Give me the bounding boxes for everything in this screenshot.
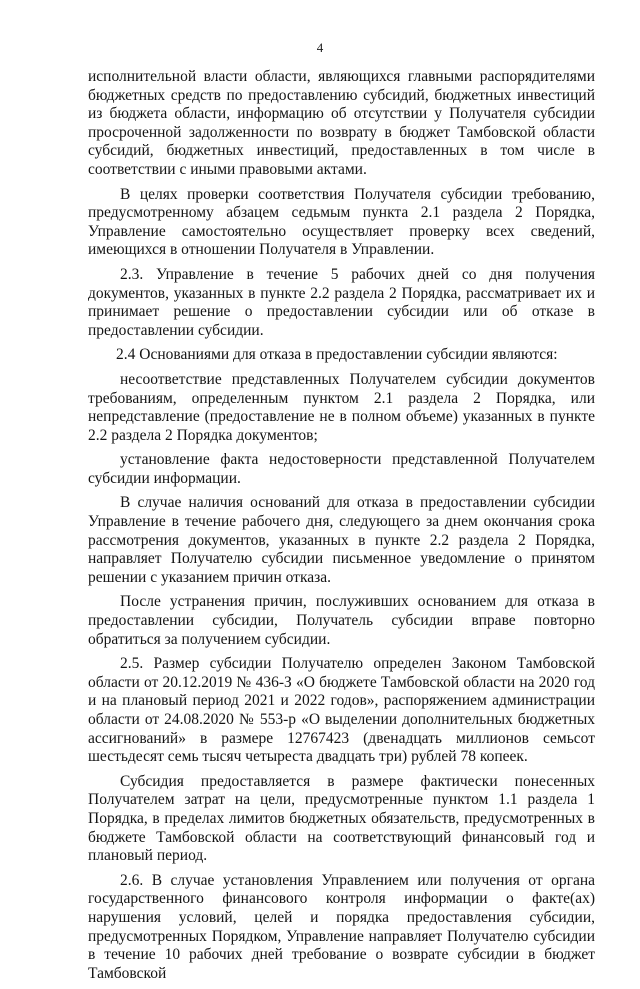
paragraph: В случае наличия оснований для отказа в предоставлении субсидии Управление в течение рабочего дня, следующего за днем окончания срока рассмотрения документов, указанных в пункте 2.2 раздела 2 Порядка, направляет Получателю субсидии письменное уведомление о принятом решении с указанием причин отказа. [88,494,595,586]
paragraph: Субсидия предоставляется в размере фактически понесенных Получателем затрат на цели, предусмотренные пунктом 1.1 раздела 1 Порядка, в пределах лимитов бюджетных обязательств, предусмотренных в бюджете Тамбовской области на соответствующий финансовый год и плановый период. [88,772,595,865]
paragraph: 2.5. Размер субсидии Получателю определен Законом Тамбовской области от 20.12.2019 № 436-З «О бюджете Тамбовской области на 2020 год и на плановый период 2021 и 2022 годов», распоряжением администрации области от 24.08.2020 № 553-р «О выделении дополнительных бюджетных ассигнований» в размере 12767423 (двенадцать миллионов семьсот шестьдесят семь тысяч четыреста двадцать три) рублей 78 копеек. [88,655,595,766]
page-number: 4 [316,40,324,55]
paragraph: установление факта недостоверности представленной Получателем субсидии информации. [88,451,595,487]
paragraph: В целях проверки соответствия Получателя субсидии требованию, предусмотренному абзацем седьмым пункта 2.1 раздела 2 Порядка, Управление самостоятельно осуществляет проверку всех сведений, имеющихся в отношении Получателя в Управлении. [88,185,595,259]
document-body [88,68,595,989]
paragraph: 2.6. В случае установления Управлением или получения от органа государственного финансового контроля информации о факте(ах) нарушения условий, целей и порядка предоставления субсидии, предусмотренных Порядком, Управление направляет Получателю субсидии в течение 10 рабочих дней требование о возврате субсидии в бюджет Тамбовской [88,871,595,982]
paragraph: 2.4 Основаниями для отказа в предоставлении субсидии являются: [116,346,558,364]
paragraph: После устранения причин, послуживших основанием для отказа в предоставлении субсидии, Получатель субсидии вправе повторно обратиться за получением субсидии. [88,593,595,648]
paragraph: исполнительной власти области, являющихся главными распорядителями бюджетных средств по предоставлению субсидий, бюджетных инвестиций из бюджета области, информацию об отсутствии у Получателя субсидии просроченной задолженности по возврату в бюджет Тамбовской области субсидий, бюджетных инвестиций, предоставленных в том числе в соответствии с иными правовыми актами. [88,68,595,178]
paragraph: 2.3. Управление в течение 5 рабочих дней со дня получения документов, указанных в пункте 2.2 раздела 2 Порядка, рассматривает их и принимает решение о предоставлении субсидии или об отказе в предоставлении субсидии. [88,265,595,339]
paragraph: несоответствие представленных Получателем субсидии документов требованиям, определенным пунктом 2.1 раздела 2 Порядка, или непредставление (предоставление не в полном объеме) указанных в пункте 2.2 раздела 2 Порядка документов; [88,370,595,444]
